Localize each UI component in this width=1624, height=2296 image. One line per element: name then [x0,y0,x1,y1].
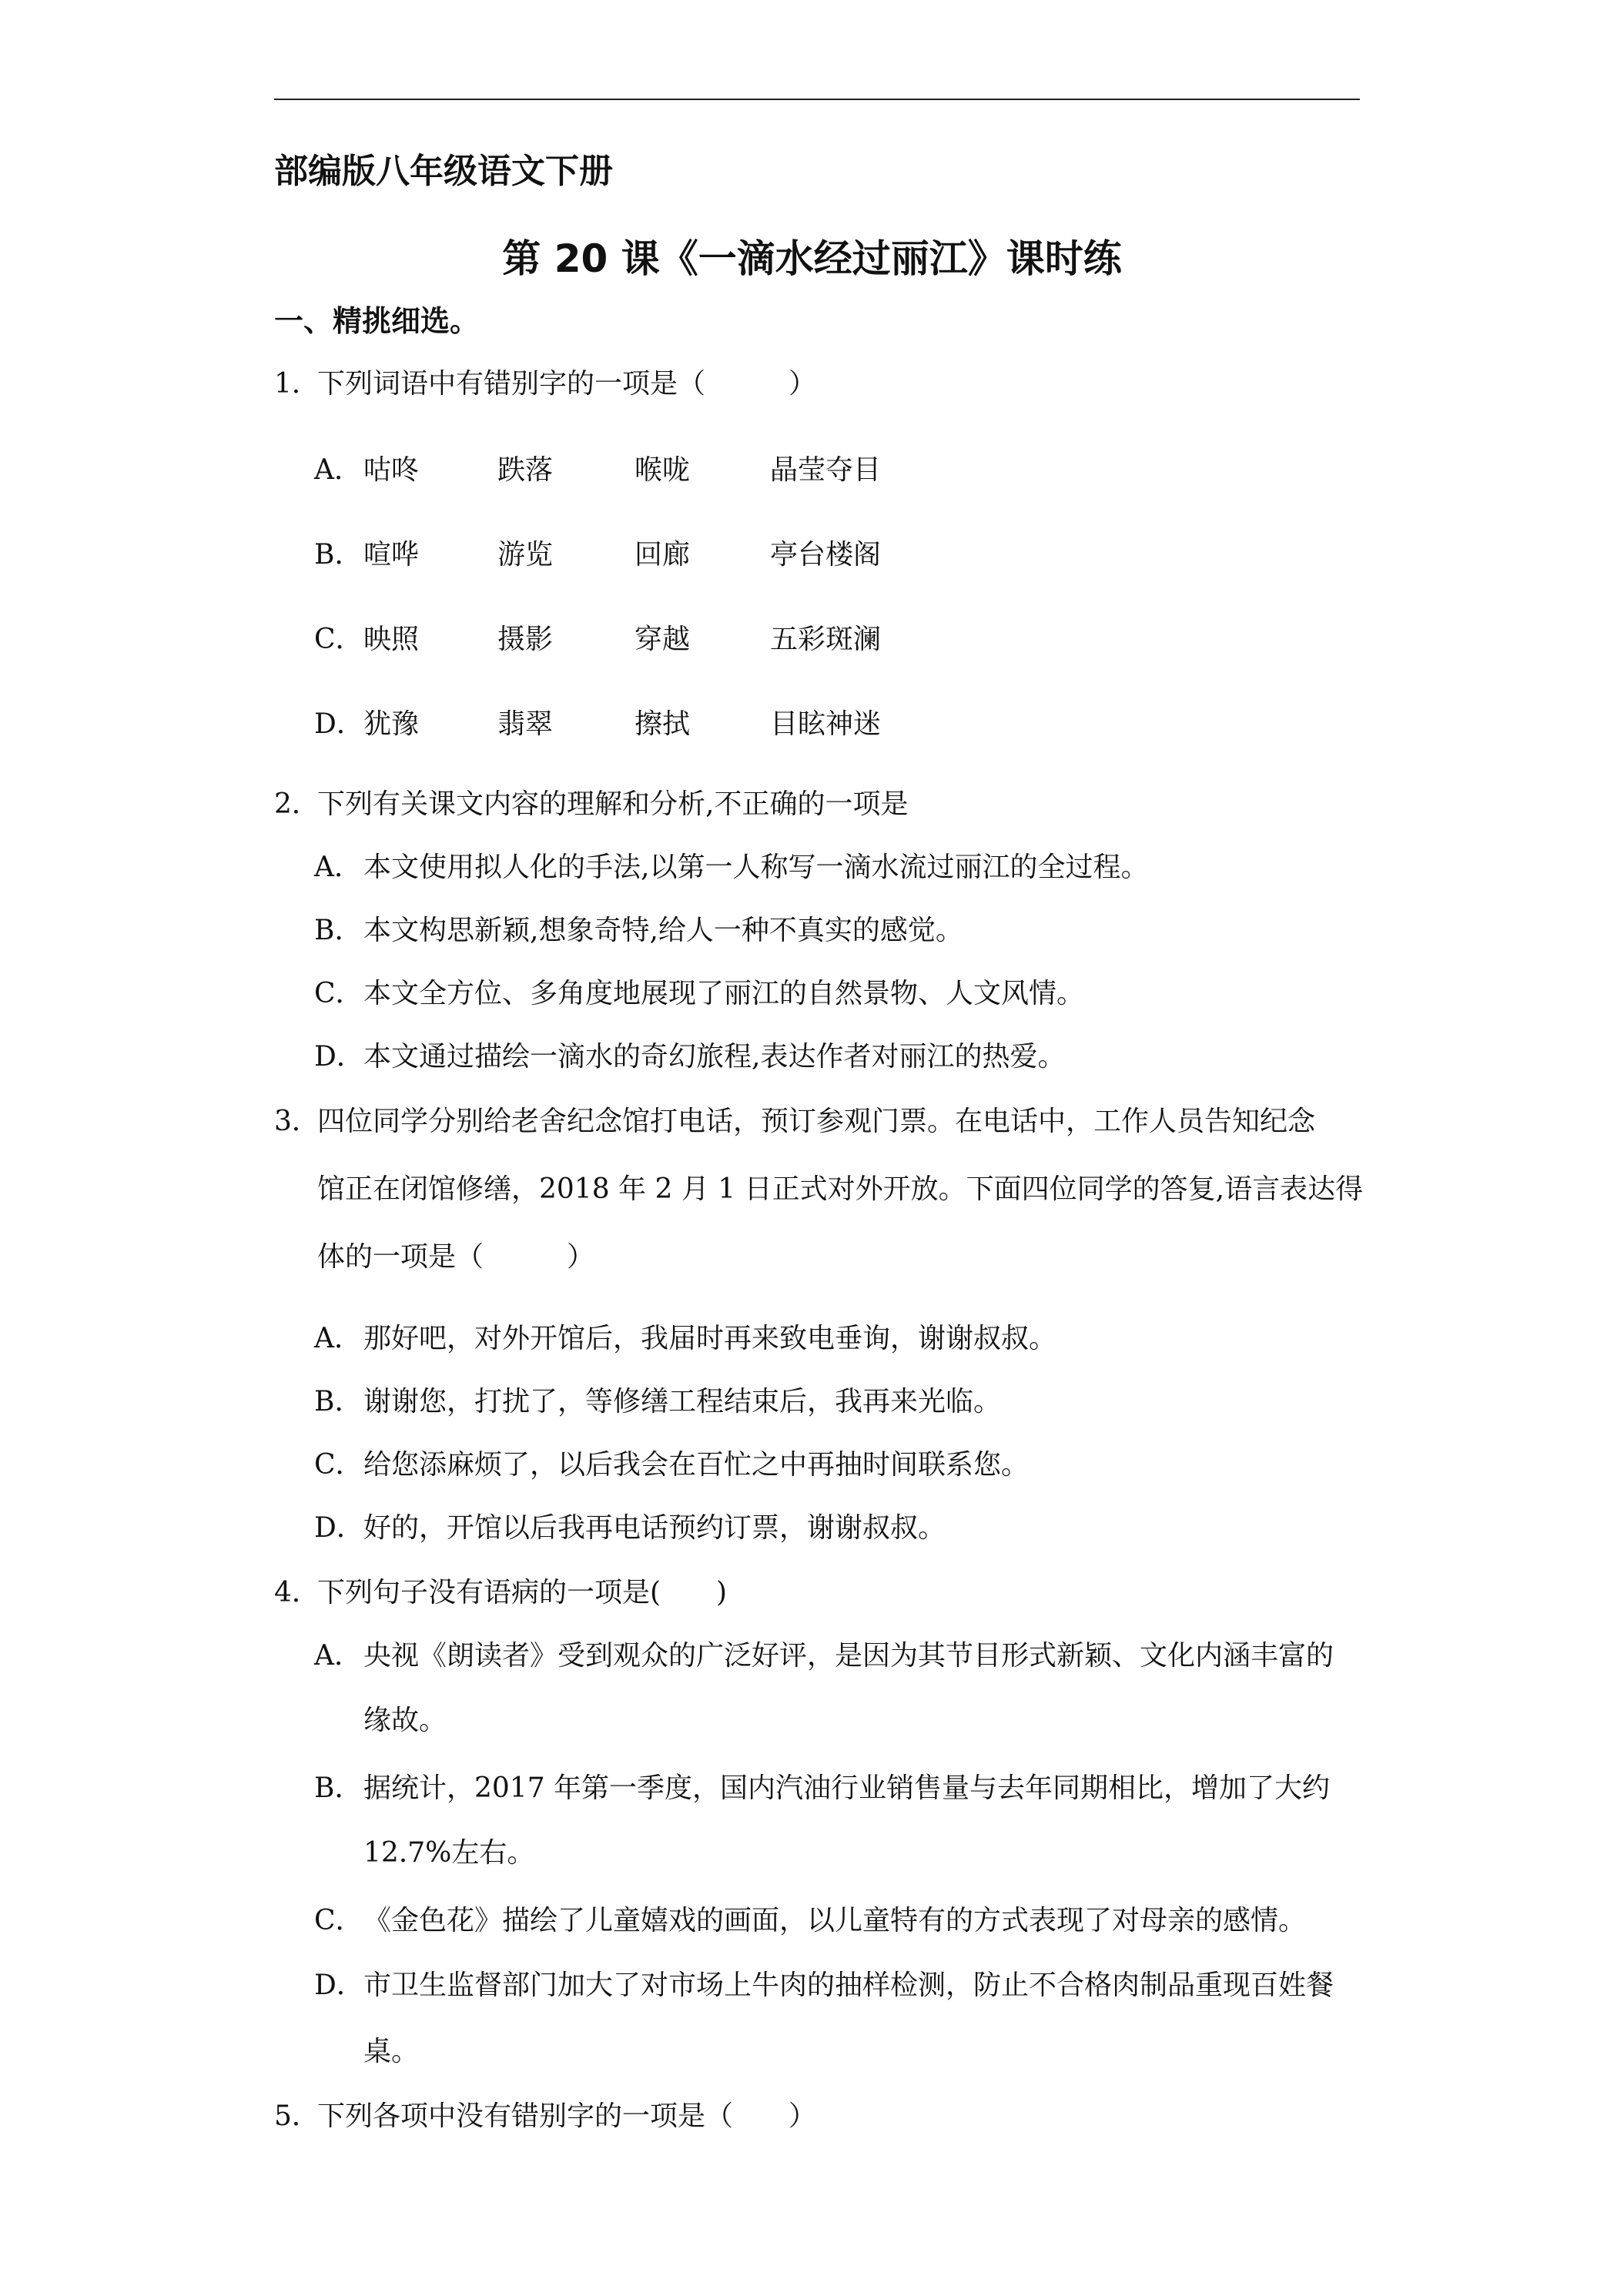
q4-option-d: D．市卫生监督部门加大了对市场上牛肉的抽样检测，防止不合格肉制品重现百姓餐 [314,1970,1334,2001]
q1-option-c: C．映照 摄影 穿越 五彩斑澜 [314,624,882,655]
q2-option-a: A．本文使用拟人化的手法,以第一人称写一滴水流过丽江的全过程。 [314,852,1149,883]
q2-option-b: B．本文构思新颖,想象奇特,给人一种不真实的感觉。 [314,915,963,946]
q2-option-d: D．本文通过描绘一滴水的奇幻旅程,表达作者对丽江的热爱。 [314,1041,1066,1073]
q4-option-b: B．据统计，2017 年第一季度，国内汽油行业销售量与去年同期相比，增加了大约 [314,1772,1331,1804]
q4-option-a-continuation: 缘故。 [363,1705,447,1736]
q3-option-d: D．好的，开馆以后我再电话预约订票，谢谢叔叔。 [314,1512,946,1544]
question-3-stem-line-2: 馆正在闭馆修缮，2018 年 2 月 1 日正式对外开放。下面四位同学的答复,语言表达得 [317,1173,1364,1205]
header-rule [274,99,1360,100]
q4-option-c: C．《金色花》描绘了儿童嬉戏的画面，以儿童特有的方式表现了对母亲的感情。 [314,1905,1307,1936]
q3-option-a: A．那好吧，对外开馆后，我届时再来致电垂询，谢谢叔叔。 [314,1323,1057,1354]
lesson-title: 第 20 课《一滴水经过丽江》课时练 [502,236,1122,281]
q4-option-a: A．央视《朗读者》受到观众的广泛好评，是因为其节目形式新颖、文化内涵丰富的 [314,1640,1334,1672]
section-heading: 一、精挑细选。 [274,304,480,338]
q2-option-c: C．本文全方位、多角度地展现了丽江的自然景物、人文风情。 [314,978,1085,1009]
question-3-stem-line-1: 3．四位同学分别给老舍纪念馆打电话，预订参观门票。在电话中，工作人员告知纪念 [274,1106,1316,1137]
q3-option-b: B．谢谢您，打扰了，等修缮工程结束后，我再来光临。 [314,1386,1002,1417]
q1-option-d: D．犹豫 翡翠 擦拭 目眩神迷 [314,708,882,740]
question-4-stem: 4．下列句子没有语病的一项是( ) [274,1577,728,1608]
q4-option-d-continuation: 桌。 [363,2036,420,2067]
question-1-stem: 1．下列词语中有错别字的一项是（ ） [274,368,817,400]
question-2-stem: 2．下列有关课文内容的理解和分析,不正确的一项是 [274,788,909,820]
question-5-stem: 5．下列各项中没有错别字的一项是（ ） [274,2100,817,2132]
q1-option-a: A．咕咚 跌落 喉咙 晶莹夺目 [314,454,882,486]
q1-option-b: B．喧哗 游览 回廊 亭台楼阁 [314,539,882,571]
subject-heading: 部编版八年级语文下册 [274,152,613,191]
q4-option-b-continuation: 12.7%左右。 [363,1837,535,1869]
question-3-stem-line-3: 体的一项是（ ） [317,1241,595,1273]
q3-option-c: C．给您添麻烦了，以后我会在百忙之中再抽时间联系您。 [314,1449,1030,1481]
